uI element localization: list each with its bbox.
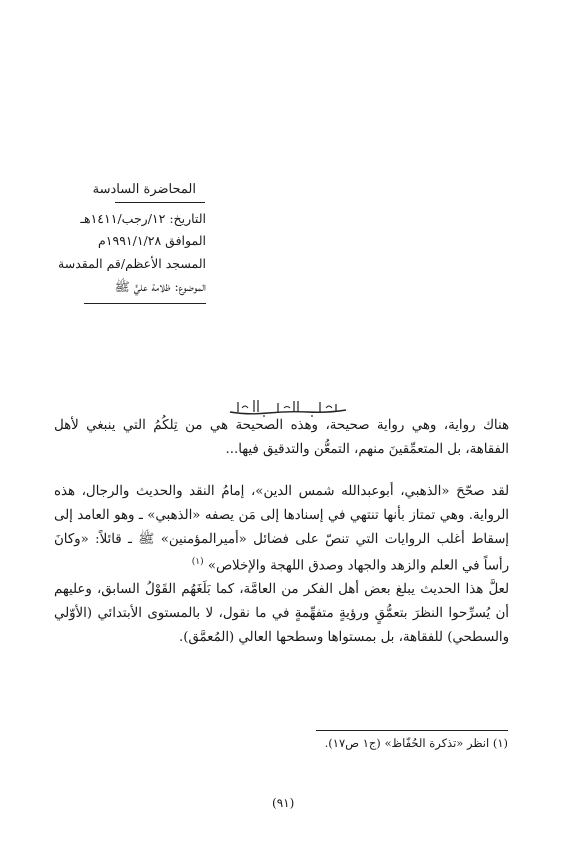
header-rule (84, 303, 206, 304)
title-underline (115, 202, 205, 203)
paragraph-2-text: لقد صحّحَ «الذهبي، أبوعبدالله شمس الدين»، إمامُ النقد والحديث والرجال، هذه الرواية. وهي تمتاز بأنها تنتهي في إسنادها إلى مَن يصفه «الذهبي» ـ وهو العامد إلى إسقاط أغلب الروايات التي تنصّ على فضائل «أميرالمؤمنين» ﷺ ـ قائلاً: «وكانَ رأساً في العلم والزهد والجهاد وصدق اللهجة والإخلاص» (54, 484, 509, 574)
equivalent-date-line: الموافق ١٩٩١/١/٢٨م (98, 233, 206, 248)
footnote: (١) انظر «تذكرة الحُفّاظ» (ج١ ص١٧). (324, 736, 508, 750)
footnote-separator (316, 730, 508, 731)
paragraph-2 (54, 480, 509, 579)
paragraph-1: هناك رواية، وهي رواية صحيحة، وهذه الصحيحة هي من تِلكُمُ التي ينبغي لأهل الفقاهة، بل المتعمِّقينَ منهم، التمعُّن والتدقيق فيها... (54, 418, 509, 457)
paragraph-3-line-b: وعليهم أن يُسرِّحوا النظرَ بتعمُّقٍ ورؤيةٍ متفهِّمةٍ في ما نقول، لا بالمستوى الأبتدائي (الأوّلي والسطحي) للفقاهة، بل بمستواها وسطحها العالي (المُعمَّق). (54, 582, 509, 645)
paragraph-3-line-a: لعلَّ هذا الحديث يبلغ بعض أهل الفكر من العامَّة، كما بَلَغَهُم القَوْلُ السابق، (97, 582, 509, 597)
place-line: المسجد الأعظم/قم المقدسة (58, 256, 206, 271)
date-line: التاريخ: ١٢/رجب/١٤١١هـ (80, 211, 206, 226)
paragraph-3 (54, 578, 509, 649)
topic-line: الموضوع: ظلامة عليٍّ ﷺ (114, 279, 206, 294)
footnote-marker: (١) (191, 557, 204, 568)
page-number: (٩١) (272, 796, 295, 810)
lecture-title: المحاضرة السادسة (92, 182, 196, 197)
